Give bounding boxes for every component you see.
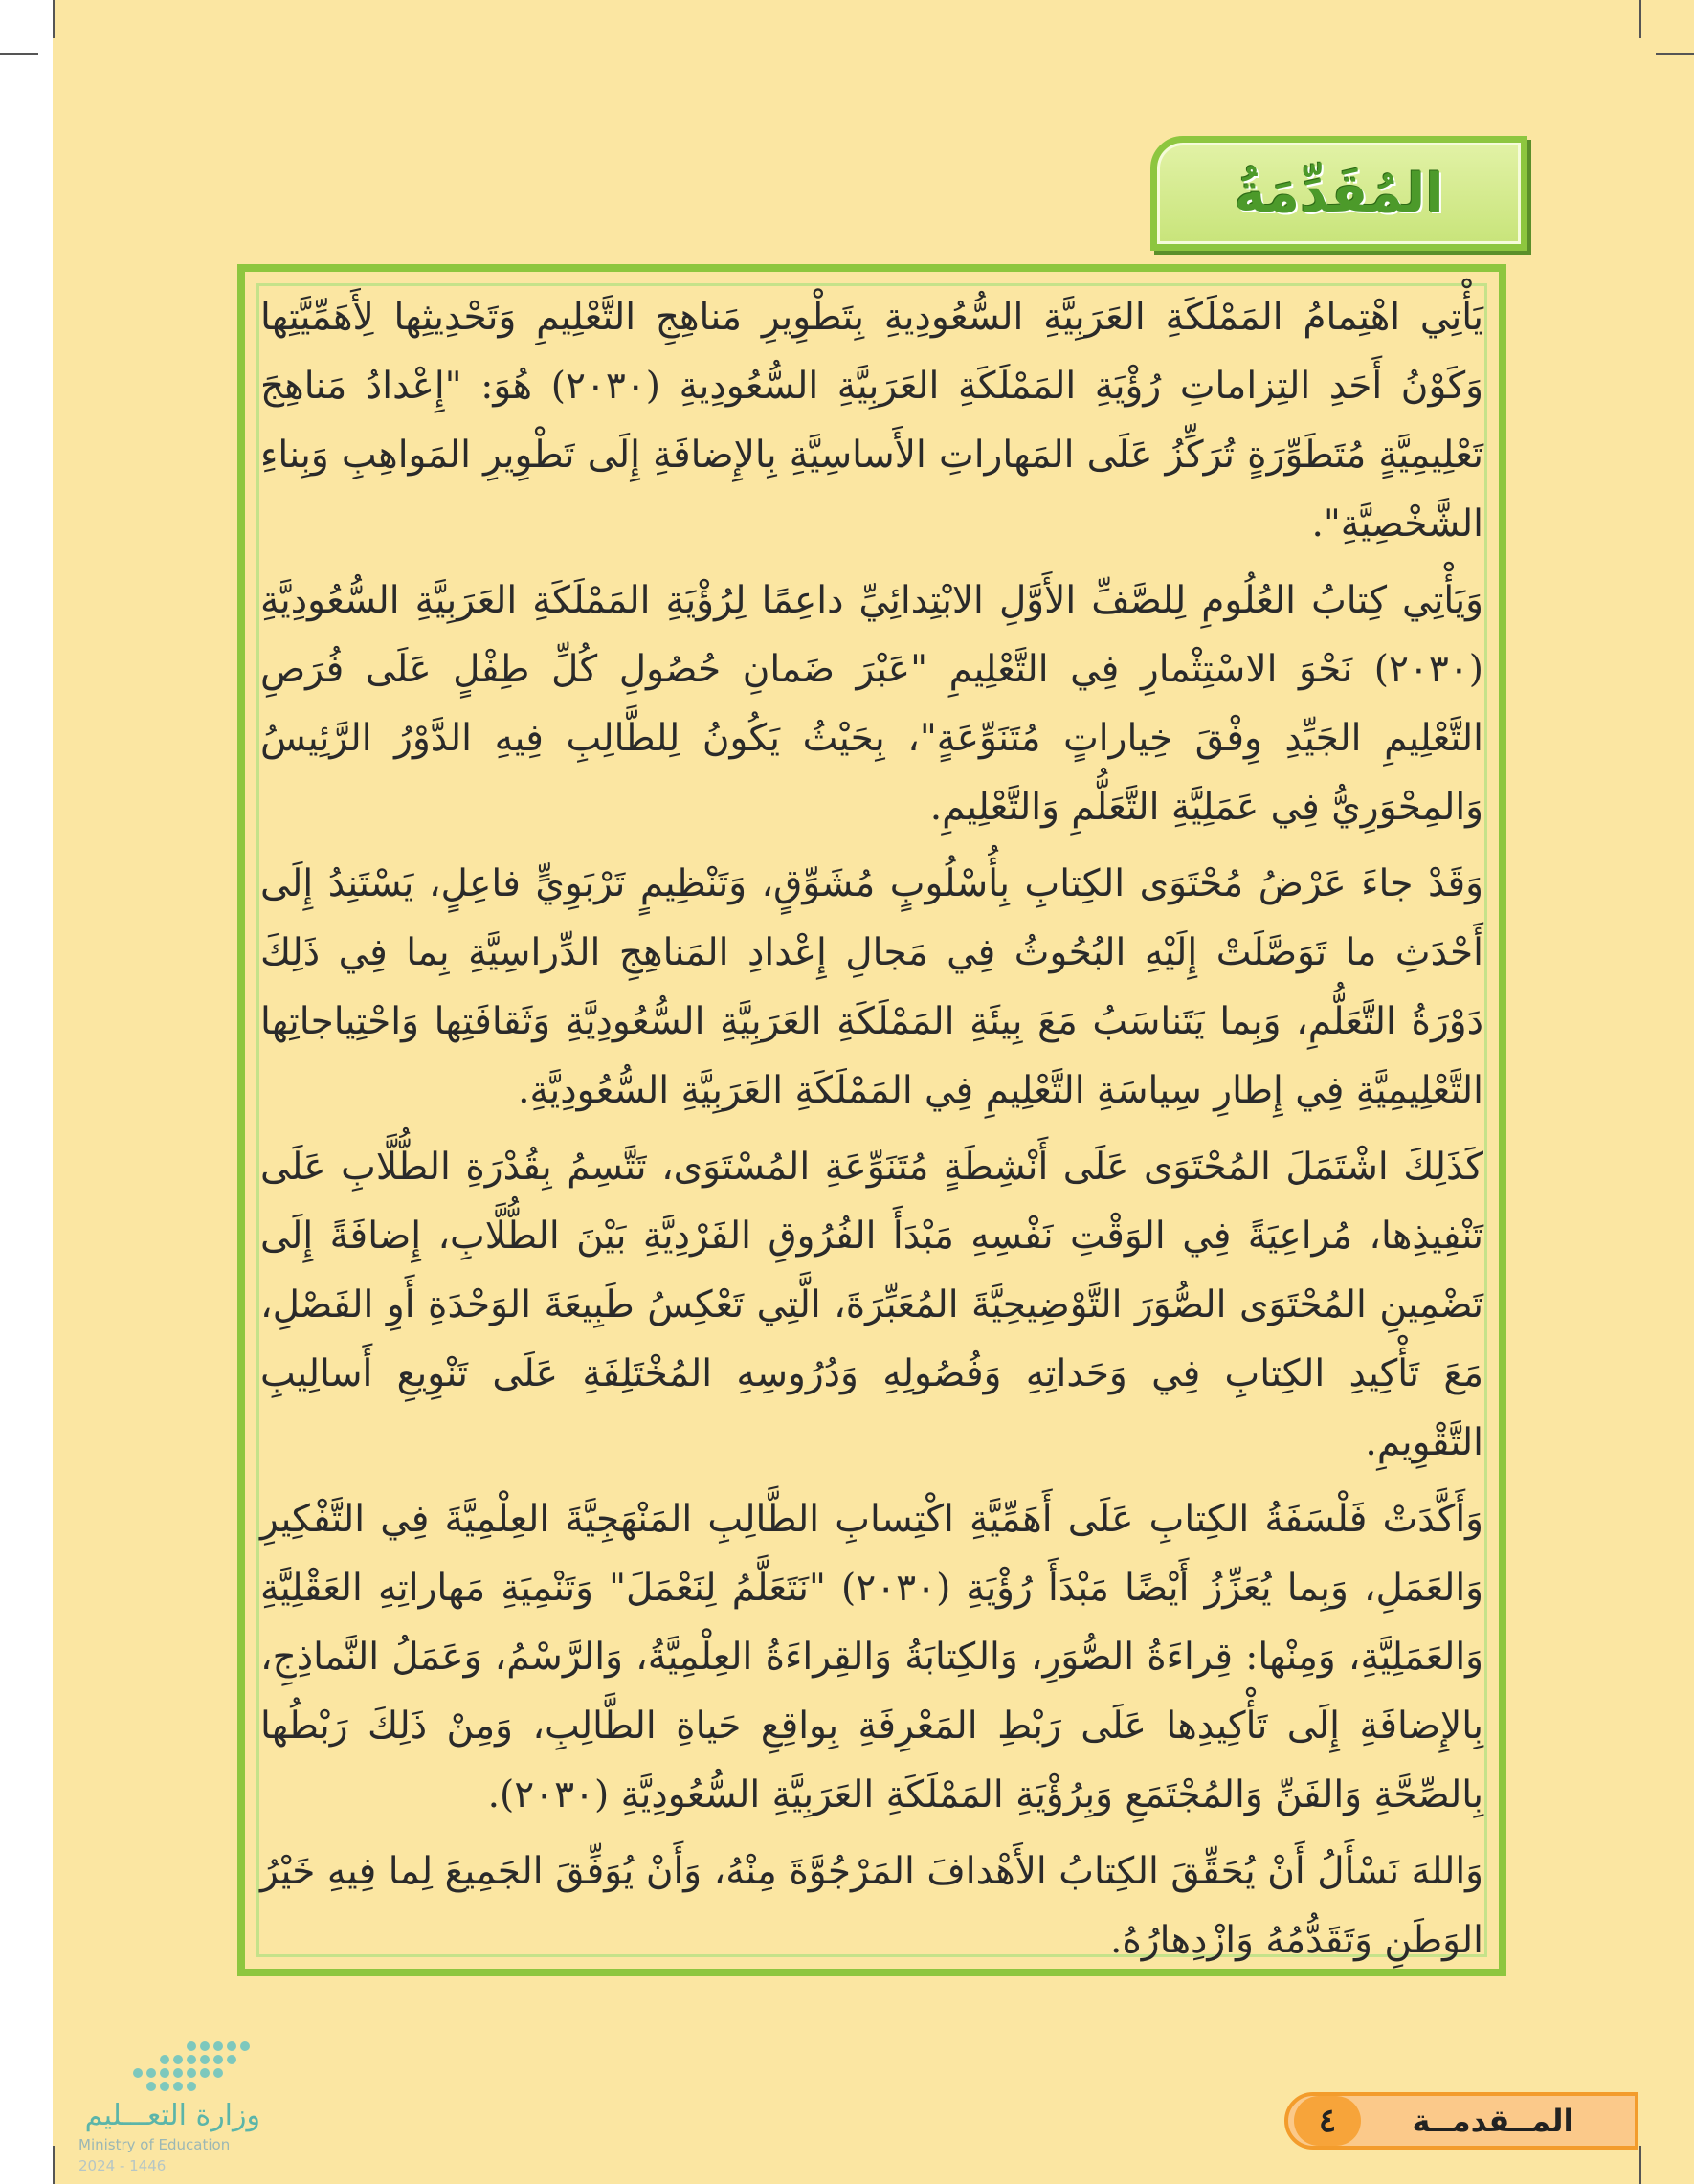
crop-mark [1639,2146,1641,2184]
crop-mark [53,2146,55,2184]
footer-section-label: المــقدمــة [1412,2103,1574,2139]
ministry-name-english: Ministry of Education [78,2136,231,2153]
paragraph: وَيَأْتِي كِتابُ العُلُومِ لِلصَّفِّ الأَوَّلِ الابْتِدائِيِّ داعِمًا لِرُؤْيَةِ المَمْلَكَةِ العَرَبِيَّةِ السُّعُودِيَّةِ (٢٠٣٠) نَحْوَ الاسْتِثْمارِ فِي التَّعْلِيمِ "عَبْرَ ضَمانِ حُصُولِ كُلِّ طِفْلٍ عَلَى فُرَصِ التَّعْلِيمِ الجَيِّدِ وِفْقَ خِياراتٍ مُتَنَوِّعَةٍ"، بِحَيْثُ يَكُونُ لِلطَّالِبِ فِيهِ الدَّوْرُ الرَّئِيسُ وَالمِحْوَرِيُّ فِي عَمَلِيَّةِ التَّعَلُّمِ وَالتَّعْلِيمِ. [260,579,1484,829]
edition-year: 2024 - 1446 [78,2157,167,2174]
section-title-tab [1150,136,1527,251]
crop-mark [0,53,38,55]
introduction-body [260,283,1483,1983]
paragraph: وَقَدْ جاءَ عَرْضُ مُحْتَوَى الكِتابِ بِأُسْلُوبٍ مُشَوِّقٍ، وَتَنْظِيمٍ تَرْبَوِيٍّ فاعِلٍ، يَسْتَنِدُ إِلَى أَحْدَثِ ما تَوَصَّلَتْ إِلَيْهِ البُحُوثُ فِي مَجالِ إِعْدادِ المَناهِجِ الدِّراسِيَّةِ بِما فِي ذَلِكَ دَوْرَةُ التَّعَلُّمِ، وَبِما يَتَناسَبُ مَعَ بِيئَةِ المَمْلَكَةِ العَرَبِيَّةِ السُّعُودِيَّةِ وَثَقافَتِها وَاحْتِياجاتِها التَّعْلِيمِيَّةِ فِي إِطارِ سِياسَةِ التَّعْلِيمِ فِي المَمْلَكَةِ العَرَبِيَّةِ السُّعُودِيَّةِ. [260,862,1483,1112]
ministry-logo-icon [124,2040,258,2100]
crop-mark [53,0,55,38]
paragraph: وَاللهَ نَسْأَلُ أَنْ يُحَقِّقَ الكِتابُ الأَهْدافَ المَرْجُوَّةَ مِنْهُ، وَأَنْ يُوَفِّقَ الجَمِيعَ لِما فِيهِ خَيْرُ الوَطَنِ وَتَقَدُّمُهُ وَازْدِهارُهُ. [260,1850,1483,1962]
paragraph: يَأْتِي اهْتِمامُ المَمْلَكَةِ العَرَبِيَّةِ السُّعُودِيةِ بِتَطْوِيرِ مَناهِجِ التَّعْلِيمِ وَتَحْدِيثِها لِأَهَمِّيَّتِها وَكَوْنُ أَحَدِ التِزاماتِ رُؤْيَةِ المَمْلَكَةِ العَرَبِيَّةِ السُّعُودِيةِ (٢٠٣٠) هُوَ: "إِعْدادُ مَناهِجَ تَعْلِيمِيَّةٍ مُتَطَوِّرَةٍ تُرَكِّزُ عَلَى المَهاراتِ الأَساسِيَّةِ بِالإِضافَةِ إِلَى تَطْوِيرِ المَواهِبِ وَبِناءِ الشَّخْصِيَّةِ". [260,296,1484,546]
crop-mark [1656,53,1694,55]
paragraph: كَذَلِكَ اشْتَمَلَ المُحْتَوَى عَلَى أَنْشِطَةٍ مُتَنَوِّعَةِ المُسْتَوَى، تَتَّسِمُ بِقُدْرَةِ الطُّلَّابِ عَلَى تَنْفِيذِها، مُراعِيَةً فِي الوَقْتِ نَفْسِهِ مَبْدَأَ الفُرُوقِ الفَرْدِيَّةِ بَيْنَ الطُّلَّابِ، إِضافَةً إِلَى تَضْمِينِ المُحْتَوَى الصُّوَرَ التَّوْضِيحِيَّةَ المُعَبِّرَةَ، الَّتِي تَعْكِسُ طَبِيعَةَ الوَحْدَةِ أَوِ الفَصْلِ، مَعَ تَأْكِيدِ الكِتابِ فِي وَحَداتِهِ وَفُصُولِهِ وَدُرُوسِهِ المُخْتَلِفَةِ عَلَى تَنْوِيعِ أَسالِيبِ التَّقْوِيمِ. [260,1146,1483,1464]
paragraph: وَأَكَّدَتْ فَلْسَفَةُ الكِتابِ عَلَى أَهَمِّيَّةِ اكْتِسابِ الطَّالِبِ المَنْهَجِيَّةَ العِلْمِيَّةَ فِي التَّفْكِيرِ وَالعَمَلِ، وَبِما يُعَزِّزُ أَيْضًا مَبْدَأَ رُؤْيَةِ (٢٠٣٠) "نَتَعَلَّمُ لِنَعْمَلَ" وَتَنْمِيَةِ مَهاراتِهِ العَقْلِيَّةِ وَالعَمَلِيَّةِ، وَمِنْها: قِراءَةُ الصُّوَرِ، وَالكِتابَةُ وَالقِراءَةُ العِلْمِيَّةُ، وَالرَّسْمُ، وَعَمَلُ النَّماذِجِ، بِالإِضافَةِ إِلَى تَأْكِيدِها عَلَى رَبْطِ المَعْرِفَةِ بِواقِعِ حَياةِ الطَّالِبِ، وَمِنْ ذَلِكَ رَبْطُها بِالصِّحَّةِ وَالفَنِّ وَالمُجْتَمَعِ وَبِرُؤْيَةِ المَمْلَكَةِ العَرَبِيَّةِ السُّعُودِيَّةِ (٢٠٣٠). [260,1498,1483,1816]
page-title: المُقَدِّمَةُ [1234,162,1444,225]
ministry-name-arabic: وزارة التعـــليم [84,2099,260,2132]
page-number: ٤ [1294,2096,1361,2146]
crop-mark [1639,0,1641,38]
